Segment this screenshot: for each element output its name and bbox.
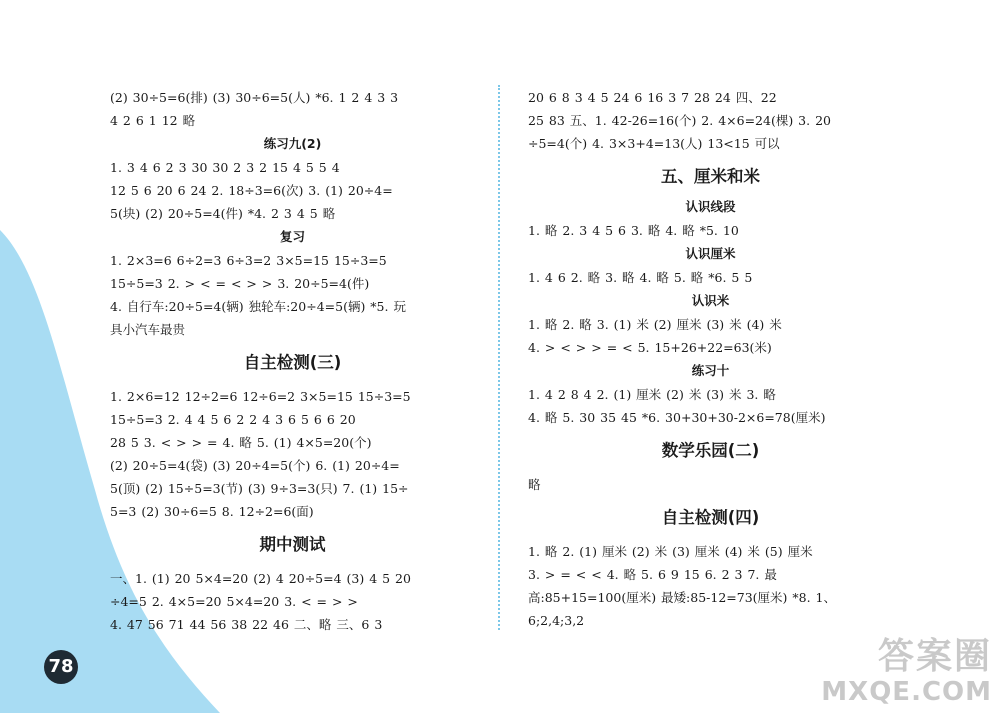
answer-line: 1. 略 2. 略 3. (1) 米 (2) 厘米 (3) 米 (4) 米 [528,317,782,332]
subsection-title: 认识厘米 [685,246,736,261]
section-title: 数学乐园(二) [661,441,760,460]
answer-line: 略 [528,477,541,492]
answer-line: 6;2,4;3,2 [528,613,585,628]
answer-line: 25 83 五、1. 42-26=16(个) 2. 4×6=24(棵) 3. 20 [528,113,831,128]
answer-line: 5(块) (2) 20÷5=4(件) *4. 2 3 4 5 略 [110,206,336,221]
subsection-title: 认识米 [691,293,730,308]
answer-line: 12 5 6 20 6 24 2. 18÷3=6(次) 3. (1) 20÷4= [110,183,393,198]
answer-line: 4. 略 5. 30 35 45 *6. 30+30+30-2×6=78(厘米) [528,410,826,425]
answer-line: 5=3 (2) 30÷6=5 8. 12÷2=6(面) [110,504,314,519]
watermark-logo: 答案圈 [877,636,992,677]
answer-line: 4. 47 56 71 44 56 38 22 46 二、略 三、6 3 [110,617,383,632]
answer-line: 1. 略 2. (1) 厘米 (2) 米 (3) 厘米 (4) 米 (5) 厘米 [528,544,813,559]
answer-line: 5(顶) (2) 15÷5=3(节) (3) 9÷3=3(只) 7. (1) 15÷ [110,481,409,496]
answer-line: 1. 略 2. 3 4 5 6 3. 略 4. 略 *5. 10 [528,223,739,238]
answer-line: 1. 2×3=6 6÷2=3 6÷3=2 3×5=15 15÷3=5 [110,253,387,268]
answer-line: 一、1. (1) 20 5×4=20 (2) 4 20÷5=4 (3) 4 5 20 [110,571,411,586]
answer-line: 4 2 6 1 12 略 [110,113,196,128]
answer-line: 20 6 8 3 4 5 24 6 16 3 7 28 24 四、22 [528,90,777,105]
answer-line: 1. 4 6 2. 略 3. 略 4. 略 5. 略 *6. 5 5 [528,270,753,285]
answer-line: 1. 2×6=12 12÷2=6 12÷6=2 3×5=15 15÷3=5 [110,389,411,404]
subsection-title: 练习十 [691,363,730,378]
answer-line: 4. 自行车:20÷5=4(辆) 独轮车:20÷4=5(辆) *5. 玩 [110,299,406,314]
answer-line: 28 5 3. < > > = 4. 略 5. (1) 4×5=20(个) [110,435,372,450]
section-title: 自主检测(四) [661,508,760,527]
column-divider [498,85,500,630]
answer-line: 15÷5=3 2. > < = < > > 3. 20÷5=4(件) [110,276,370,291]
answer-line: (2) 20÷5=4(袋) (3) 20÷4=5(个) 6. (1) 20÷4= [110,458,400,473]
answer-line: (2) 30÷5=6(排) (3) 30÷6=5(人) *6. 1 2 4 3 3 [110,90,399,105]
page-number-badge: 78 [44,650,78,684]
subsection-title: 练习九(2) [263,136,322,151]
left-column [110,86,475,636]
section-title: 自主检测(三) [243,353,342,372]
answer-line: 3. > = < < 4. 略 5. 6 9 15 6. 2 3 7. 最 [528,567,777,582]
answer-line: 1. 4 2 8 4 2. (1) 厘米 (2) 米 (3) 米 3. 略 [528,387,776,402]
watermark-url: MXQE.COM [821,677,992,707]
answer-line: 4. > < > > = < 5. 15+26+22=63(米) [528,340,772,355]
right-column [528,86,893,632]
answer-line: ÷4=5 2. 4×5=20 5×4=20 3. < = > > [110,594,358,609]
answer-line: 具小汽车最贵 [110,322,186,337]
answer-line: 1. 3 4 6 2 3 30 30 2 3 2 15 4 5 5 4 [110,160,340,175]
answer-line: 高:85+15=100(厘米) 最矮:85-12=73(厘米) *8. 1、 [528,590,837,605]
answer-line: 15÷5=3 2. 4 4 5 6 2 2 4 3 6 5 6 6 20 [110,412,356,427]
subsection-title: 复习 [279,229,305,244]
section-title: 五、厘米和米 [661,167,760,186]
answer-line: ÷5=4(个) 4. 3×3+4=13(人) 13<15 可以 [528,136,780,151]
subsection-title: 认识线段 [685,199,736,214]
section-title: 期中测试 [259,535,326,554]
watermark [821,637,992,707]
